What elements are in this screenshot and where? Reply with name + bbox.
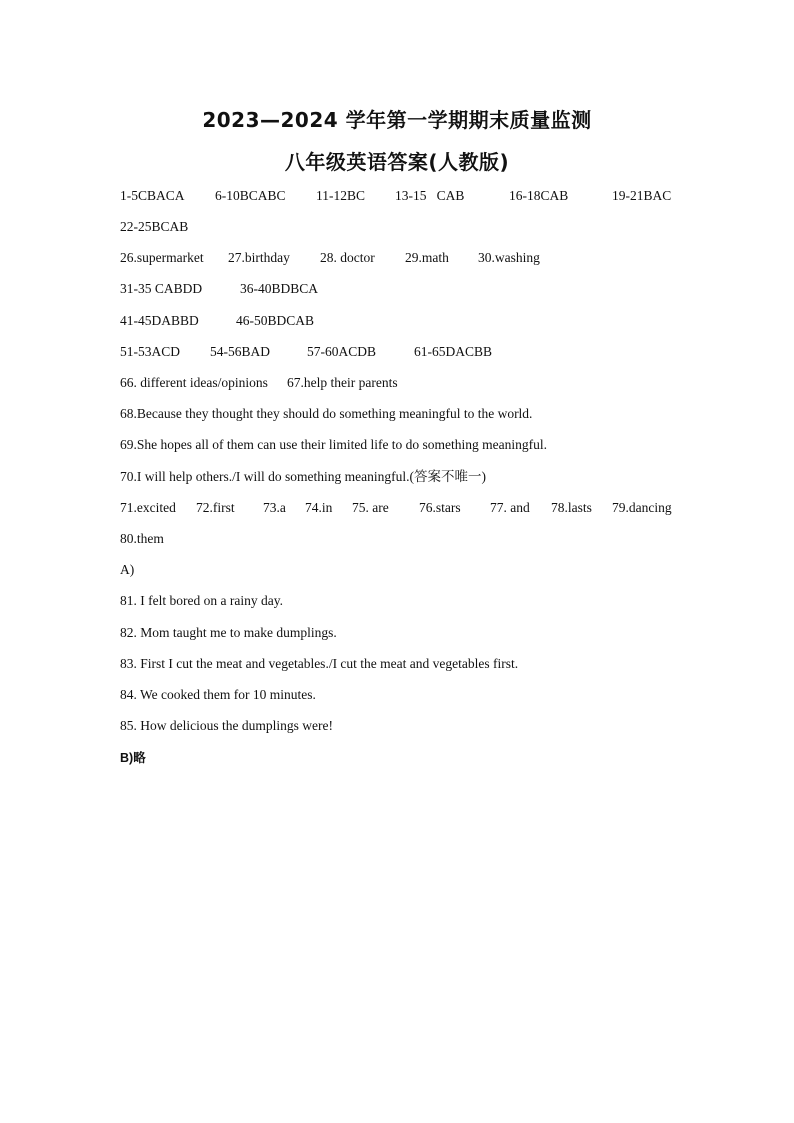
answer-80: 80.them	[120, 531, 164, 546]
answer-68: 68.Because they thought they should do something meaningful to the world.	[120, 406, 533, 421]
section-b-label: B)略	[120, 751, 146, 765]
answer-group: 13-15 CAB	[395, 188, 465, 203]
answer-85: 85. How delicious the dumplings were!	[120, 718, 333, 733]
answer-group: 31-35 CABDD	[120, 281, 203, 296]
answer-item: 73.a	[263, 500, 286, 515]
answer-item: 30.washing	[478, 250, 540, 265]
answer-group: 57-60ACDB	[307, 344, 377, 359]
answer-group: 46-50BDCAB	[236, 313, 315, 328]
answer-item: 79.dancing	[612, 500, 672, 515]
answer-item: 67.help their parents	[287, 375, 398, 390]
answer-item: 66. different ideas/opinions	[120, 375, 268, 390]
answer-69: 69.She hopes all of them can use their limited life to do something meaningful.	[120, 437, 548, 452]
answer-group: 11-12BC	[316, 188, 366, 203]
answer-item: 78.lasts	[551, 500, 592, 515]
answer-82: 82. Mom taught me to make dumplings.	[120, 625, 337, 640]
answer-group: 54-56BAD	[210, 344, 270, 359]
answer-group: 61-65DACBB	[414, 344, 493, 359]
answer-group: 36-40BDBCA	[240, 281, 319, 296]
answer-group: 16-18CAB	[509, 188, 569, 203]
answer-group: 6-10BCABC	[215, 188, 286, 203]
answer-70: 70.I will help others./I will do something meaningful.(答案不唯一)	[120, 469, 486, 484]
answer-item: 77. and	[490, 500, 530, 515]
answer-item: 74.in	[305, 500, 333, 515]
answer-item: 75. are	[352, 500, 389, 515]
answer-item: 28. doctor	[320, 250, 375, 265]
answer-item: 26.supermarket	[120, 250, 204, 265]
answer-item: 71.excited	[120, 500, 176, 515]
answer-81: 81. I felt bored on a rainy day.	[120, 593, 283, 608]
answer-group: 19-21BAC	[612, 188, 672, 203]
answer-item: 29.math	[405, 250, 449, 265]
answer-item: 72.first	[196, 500, 235, 515]
page-title: 2023—2024 学年第一学期期末质量监测	[202, 108, 592, 132]
answer-84: 84. We cooked them for 10 minutes.	[120, 687, 316, 702]
section-a-label: A)	[120, 562, 135, 577]
page-subtitle: 八年级英语答案(人教版)	[284, 150, 510, 174]
answer-group: 41-45DABBD	[120, 313, 199, 328]
answers-22-25: 22-25BCAB	[120, 219, 189, 234]
answer-83: 83. First I cut the meat and vegetables./I cut the meat and vegetables first.	[120, 656, 519, 671]
answer-group: 1-5CBACA	[120, 188, 185, 203]
answer-group: 51-53ACD	[120, 344, 180, 359]
answer-item: 76.stars	[419, 500, 461, 515]
answer-item: 27.birthday	[228, 250, 290, 265]
